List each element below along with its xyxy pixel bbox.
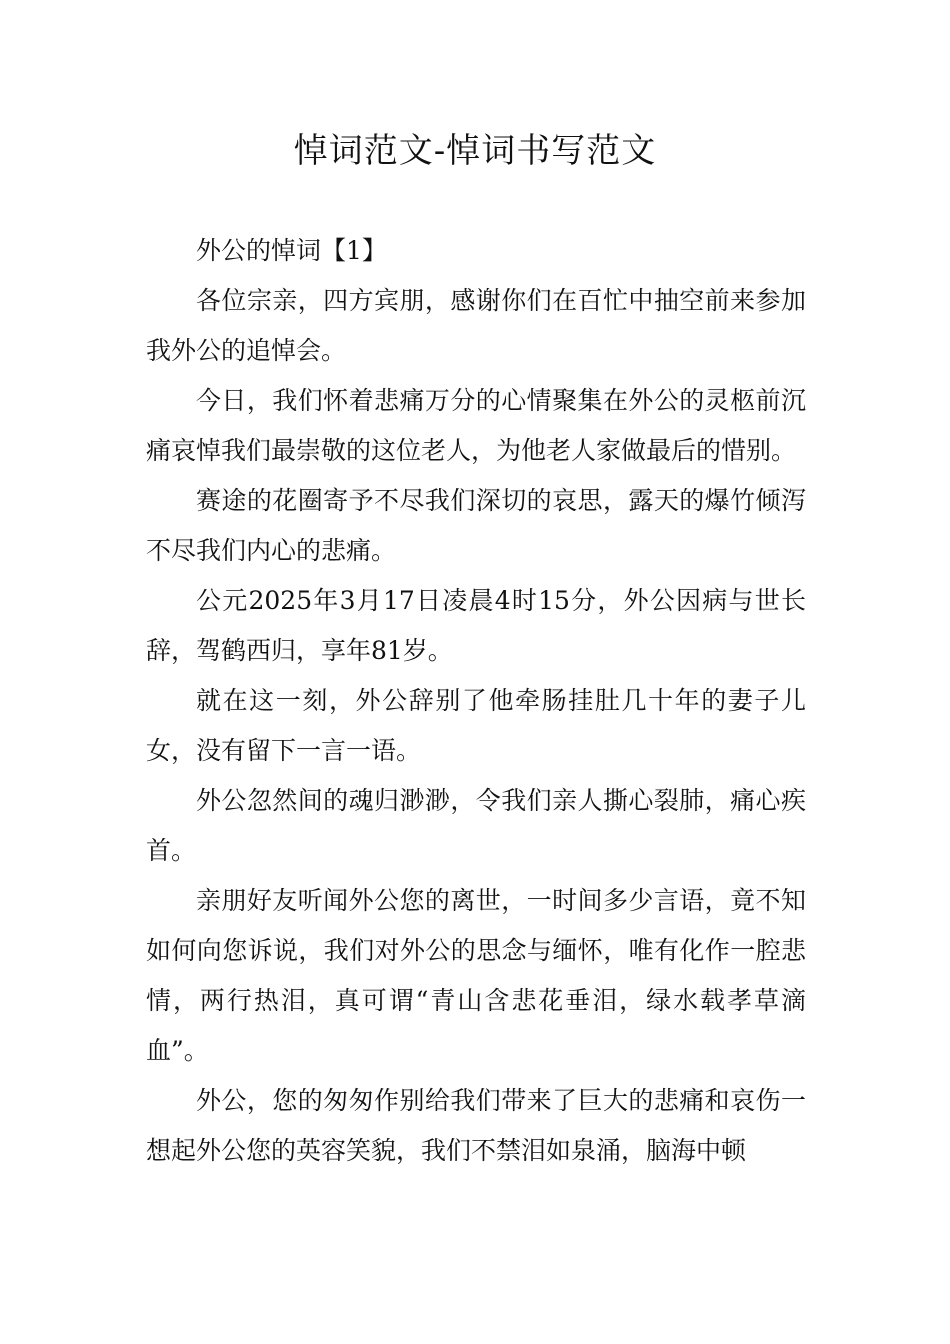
paragraph: 就在这一刻，外公辞别了他牵肠挂肚几十年的妻子儿女，没有留下一言一语。 bbox=[146, 686, 806, 765]
paragraph: 外公忽然间的魂归渺渺，令我们亲人撕心裂肺，痛心疾首。 bbox=[146, 786, 806, 865]
paragraph-heading: 外公的悼词【1】 bbox=[196, 236, 387, 265]
paragraph: 赛途的花圈寄予不尽我们深切的哀思，露天的爆竹倾泻不尽我们内心的悲痛。 bbox=[146, 486, 806, 565]
paragraph: 公元2025年3月17日凌晨4时15分，外公因病与世长辞，驾鹤西归，享年81岁。 bbox=[146, 586, 806, 665]
paragraph: 各位宗亲，四方宾朋，感谢你们在百忙中抽空前来参加我外公的追悼会。 bbox=[146, 286, 806, 365]
document-body bbox=[146, 226, 806, 1176]
paragraph: 外公，您的匆匆作别给我们带来了巨大的悲痛和哀伤一想起外公您的英容笑貌，我们不禁泪如泉涌，脑海中顿 bbox=[146, 1086, 806, 1165]
document-title: 悼词范文-悼词书写范文 bbox=[293, 131, 657, 171]
paragraph: 今日，我们怀着悲痛万分的心情聚集在外公的灵柩前沉痛哀悼我们最崇敬的这位老人，为他老人家做最后的惜别。 bbox=[146, 386, 806, 465]
paragraph: 亲朋好友听闻外公您的离世，一时间多少言语，竟不知如何向您诉说，我们对外公的思念与缅怀，唯有化作一腔悲情，两行热泪，真可谓“青山含悲花垂泪，绿水载孝草滴血”。 bbox=[146, 886, 806, 1065]
